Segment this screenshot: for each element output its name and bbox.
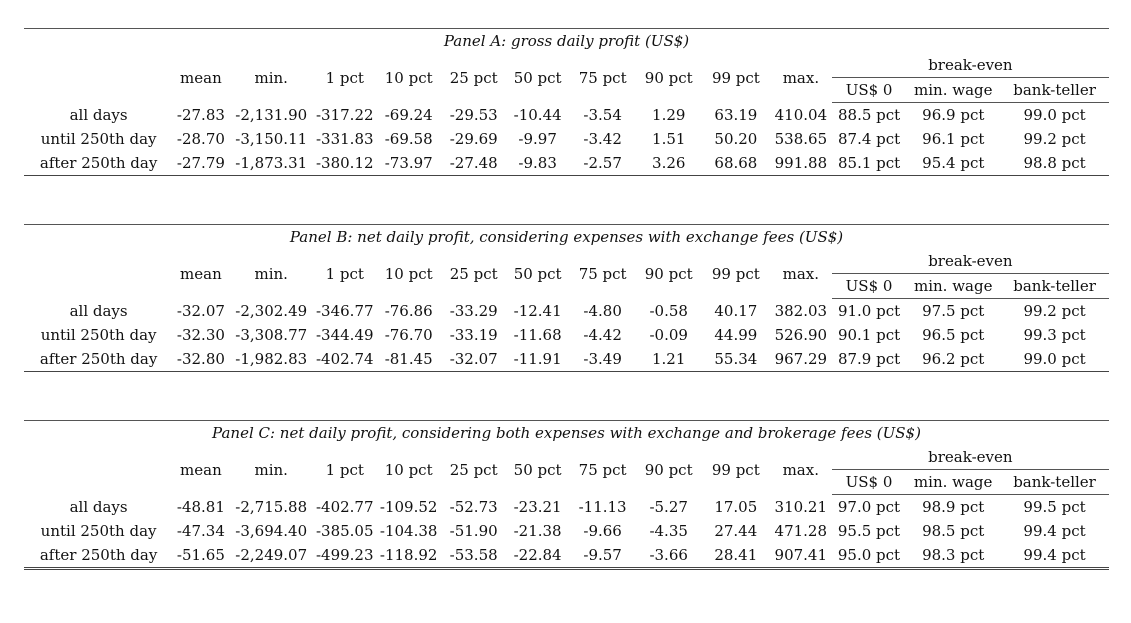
table-cell: 99.5 pct bbox=[1023, 498, 1086, 516]
table-cell: 63.19 bbox=[714, 105, 758, 124]
table-cell: 96.2 pct bbox=[906, 347, 1000, 372]
column-header: 50 pct bbox=[513, 460, 562, 479]
table-cell: 95.4 pct bbox=[906, 151, 1000, 176]
table-cell: -76.86 bbox=[384, 301, 433, 320]
panel-gap bbox=[24, 372, 1109, 420]
table-cell: 90.1 pct bbox=[837, 326, 901, 344]
table-cell: -51.65 bbox=[173, 543, 228, 569]
table-cell: 1.21 bbox=[636, 347, 702, 372]
table-cell: -69.24 bbox=[384, 105, 433, 124]
table-cell: 99.0 pct bbox=[1023, 106, 1086, 124]
table-cell: -69.58 bbox=[384, 130, 433, 148]
panel-title: Panel B: net daily profit, considering expenses with exchange fees (US$) bbox=[24, 225, 1109, 250]
table-cell: 99.4 pct bbox=[1000, 543, 1109, 569]
table-cell: -2,302.49 bbox=[235, 301, 308, 320]
panel-title-row bbox=[24, 29, 1109, 54]
table-cell: 87.4 pct bbox=[837, 130, 901, 148]
column-header: max. bbox=[782, 264, 820, 283]
stats-table bbox=[24, 224, 1109, 372]
table-cell: -12.41 bbox=[513, 301, 562, 320]
table-cell: -3.42 bbox=[583, 130, 622, 148]
column-header: 1 pct bbox=[325, 460, 364, 479]
table-cell: -346.77 bbox=[315, 301, 374, 320]
table-cell: -48.81 bbox=[176, 497, 225, 516]
table-cell: 96.1 pct bbox=[922, 130, 985, 148]
table-cell: -0.58 bbox=[649, 301, 688, 320]
table-cell: -3,308.77 bbox=[235, 326, 308, 344]
table-cell: 1.29 bbox=[652, 105, 686, 124]
table-row bbox=[24, 299, 1109, 324]
breakeven-subheader: bank-teller bbox=[1000, 274, 1109, 299]
table-cell: -3,694.40 bbox=[235, 522, 308, 540]
table-cell: -76.70 bbox=[384, 326, 433, 344]
table-cell: -23.21 bbox=[513, 497, 562, 516]
table-row bbox=[24, 347, 1109, 372]
breakeven-subheader: bank-teller bbox=[1000, 470, 1109, 495]
table-cell: 1.51 bbox=[652, 130, 686, 148]
column-header: 99 pct bbox=[711, 68, 760, 87]
table-cell: 55.34 bbox=[702, 347, 770, 372]
column-header: min. bbox=[254, 68, 288, 87]
table-cell: 98.9 pct bbox=[922, 498, 985, 516]
table-cell: -22.84 bbox=[506, 543, 570, 569]
table-cell: 97.0 pct bbox=[837, 498, 901, 516]
table-cell: -32.80 bbox=[173, 347, 228, 372]
table-cell: 526.90 bbox=[774, 326, 828, 344]
panel-b bbox=[24, 224, 1109, 372]
table-row bbox=[24, 519, 1109, 543]
table-cell: -2.57 bbox=[570, 151, 636, 176]
table-row bbox=[24, 151, 1109, 176]
column-header: 50 pct bbox=[513, 264, 562, 283]
table-cell: -402.77 bbox=[315, 497, 374, 516]
table-cell: 3.26 bbox=[636, 151, 702, 176]
table-cell: -52.73 bbox=[449, 497, 498, 516]
stats-table bbox=[24, 420, 1109, 570]
table-cell: -4.42 bbox=[583, 326, 622, 344]
panel-title-row bbox=[24, 225, 1109, 250]
table-cell: -3,150.11 bbox=[235, 130, 308, 148]
breakeven-subheader: US$ 0 bbox=[832, 274, 907, 299]
table-cell: 87.9 pct bbox=[832, 347, 907, 372]
header-row bbox=[24, 249, 1109, 274]
column-header: 10 pct bbox=[384, 68, 433, 87]
column-header: 1 pct bbox=[325, 264, 364, 283]
breakeven-subheader: US$ 0 bbox=[832, 470, 907, 495]
column-header: min. bbox=[254, 460, 288, 479]
row-label: all days bbox=[69, 301, 128, 320]
table-cell: -47.34 bbox=[176, 522, 225, 540]
table-cell: -29.69 bbox=[449, 130, 498, 148]
table-cell: 85.1 pct bbox=[832, 151, 907, 176]
table-row bbox=[24, 103, 1109, 128]
table-cell: -344.49 bbox=[315, 326, 374, 344]
table-cell: 98.8 pct bbox=[1000, 151, 1109, 176]
breakeven-subheader: bank-teller bbox=[1000, 78, 1109, 103]
table-row bbox=[24, 323, 1109, 347]
table-cell: 97.5 pct bbox=[922, 302, 985, 320]
table-cell: 17.05 bbox=[714, 497, 758, 516]
table-cell: -1,982.83 bbox=[229, 347, 314, 372]
table-cell: -3.66 bbox=[636, 543, 702, 569]
table-cell: 68.68 bbox=[702, 151, 770, 176]
table-cell: -51.90 bbox=[449, 522, 498, 540]
table-cell: 99.0 pct bbox=[1000, 347, 1109, 372]
panel-title-row bbox=[24, 421, 1109, 446]
table-cell: 99.2 pct bbox=[1023, 302, 1086, 320]
column-header: 90 pct bbox=[644, 68, 693, 87]
column-header: 90 pct bbox=[644, 460, 693, 479]
breakeven-subheader: min. wage bbox=[906, 274, 1000, 299]
table-cell: 967.29 bbox=[770, 347, 832, 372]
table-cell: 95.0 pct bbox=[832, 543, 907, 569]
column-header: 75 pct bbox=[578, 68, 627, 87]
table-cell: -1,873.31 bbox=[229, 151, 314, 176]
row-label: after 250th day bbox=[24, 151, 173, 176]
table-cell: -27.48 bbox=[442, 151, 506, 176]
table-cell: 471.28 bbox=[774, 522, 828, 540]
table-cell: 410.04 bbox=[774, 105, 828, 124]
breakeven-header: break-even bbox=[832, 445, 1109, 470]
table-cell: -11.68 bbox=[513, 326, 562, 344]
table-cell: 96.9 pct bbox=[922, 106, 985, 124]
table-row bbox=[24, 543, 1109, 569]
table-cell: -9.66 bbox=[583, 522, 622, 540]
header-row bbox=[24, 53, 1109, 78]
table-cell: 91.0 pct bbox=[837, 302, 901, 320]
table-cell: -9.83 bbox=[506, 151, 570, 176]
column-header: min. bbox=[254, 264, 288, 283]
table-row bbox=[24, 127, 1109, 151]
table-cell: -380.12 bbox=[314, 151, 376, 176]
table-cell: -118.92 bbox=[376, 543, 442, 569]
table-cell: -11.91 bbox=[506, 347, 570, 372]
table-cell: 382.03 bbox=[774, 301, 828, 320]
header-row bbox=[24, 445, 1109, 470]
table-cell: 907.41 bbox=[770, 543, 832, 569]
column-header: 75 pct bbox=[578, 460, 627, 479]
table-cell: 40.17 bbox=[714, 301, 758, 320]
row-label: until 250th day bbox=[40, 522, 157, 540]
stats-table bbox=[24, 28, 1109, 176]
breakeven-subheader: US$ 0 bbox=[832, 78, 907, 103]
row-label: until 250th day bbox=[40, 130, 157, 148]
breakeven-header: break-even bbox=[832, 249, 1109, 274]
table-cell: -385.05 bbox=[315, 522, 374, 540]
column-header: 25 pct bbox=[449, 264, 498, 283]
column-header: 99 pct bbox=[711, 264, 760, 283]
table-cell: 27.44 bbox=[714, 522, 758, 540]
table-cell: 538.65 bbox=[774, 130, 828, 148]
table-cell: -2,715.88 bbox=[235, 497, 308, 516]
table-cell: -32.30 bbox=[176, 326, 225, 344]
table-cell: 98.3 pct bbox=[906, 543, 1000, 569]
table-cell: -27.79 bbox=[173, 151, 228, 176]
column-header: mean bbox=[180, 68, 222, 87]
table-cell: -27.83 bbox=[176, 105, 225, 124]
table-cell: 310.21 bbox=[774, 497, 828, 516]
table-cell: -3.54 bbox=[583, 105, 622, 124]
column-header: 50 pct bbox=[513, 68, 562, 87]
row-label: after 250th day bbox=[24, 543, 173, 569]
table-cell: -402.74 bbox=[314, 347, 376, 372]
table-row bbox=[24, 495, 1109, 520]
row-label-header bbox=[24, 53, 173, 103]
table-cell: -499.23 bbox=[314, 543, 376, 569]
table-cell: -4.80 bbox=[583, 301, 622, 320]
row-label: until 250th day bbox=[40, 326, 157, 344]
table-cell: 88.5 pct bbox=[837, 106, 901, 124]
panel-a bbox=[24, 28, 1109, 176]
table-cell: 99.4 pct bbox=[1023, 522, 1086, 540]
column-header: max. bbox=[782, 68, 820, 87]
column-header: 10 pct bbox=[384, 460, 433, 479]
table-cell: -2,131.90 bbox=[235, 105, 308, 124]
table-cell: 44.99 bbox=[714, 326, 758, 344]
results-tables bbox=[24, 28, 1109, 570]
table-cell: -81.45 bbox=[376, 347, 442, 372]
table-cell: -73.97 bbox=[376, 151, 442, 176]
table-cell: -0.09 bbox=[649, 326, 688, 344]
row-label-header bbox=[24, 445, 173, 495]
table-cell: -21.38 bbox=[513, 522, 562, 540]
table-cell: -29.53 bbox=[449, 105, 498, 124]
table-cell: -32.07 bbox=[176, 301, 225, 320]
panel-gap bbox=[24, 176, 1109, 224]
breakeven-subheader: min. wage bbox=[906, 470, 1000, 495]
table-cell: -5.27 bbox=[649, 497, 688, 516]
column-header: 75 pct bbox=[578, 264, 627, 283]
table-cell: -32.07 bbox=[442, 347, 506, 372]
table-cell: 991.88 bbox=[770, 151, 832, 176]
table-cell: -317.22 bbox=[315, 105, 374, 124]
column-header: 25 pct bbox=[449, 68, 498, 87]
column-header: mean bbox=[180, 460, 222, 479]
panel-title: Panel A: gross daily profit (US$) bbox=[24, 29, 1109, 54]
table-cell: -2,249.07 bbox=[229, 543, 314, 569]
table-cell: -11.13 bbox=[578, 497, 627, 516]
column-header: mean bbox=[180, 264, 222, 283]
table-cell: 99.2 pct bbox=[1023, 130, 1086, 148]
column-header: 10 pct bbox=[384, 264, 433, 283]
table-cell: -53.58 bbox=[442, 543, 506, 569]
table-cell: 28.41 bbox=[702, 543, 770, 569]
table-cell: 95.5 pct bbox=[837, 522, 901, 540]
table-cell: 98.5 pct bbox=[922, 522, 985, 540]
table-cell: 96.5 pct bbox=[922, 326, 985, 344]
table-cell: 50.20 bbox=[714, 130, 758, 148]
row-label: all days bbox=[69, 105, 128, 124]
table-cell: -331.83 bbox=[315, 130, 374, 148]
row-label: after 250th day bbox=[24, 347, 173, 372]
table-cell: -28.70 bbox=[176, 130, 225, 148]
column-header: 90 pct bbox=[644, 264, 693, 283]
breakeven-header: break-even bbox=[832, 53, 1109, 78]
table-cell: 99.3 pct bbox=[1023, 326, 1086, 344]
column-header: max. bbox=[782, 460, 819, 479]
table-cell: -33.19 bbox=[449, 326, 498, 344]
column-header: 99 pct bbox=[711, 460, 760, 479]
panel-title: Panel C: net daily profit, considering both expenses with exchange and brokerage fees (US$) bbox=[24, 421, 1109, 446]
table-cell: -9.57 bbox=[570, 543, 636, 569]
table-cell: -104.38 bbox=[379, 522, 438, 540]
column-header: 25 pct bbox=[449, 460, 498, 479]
column-header: 1 pct bbox=[325, 68, 364, 87]
table-cell: -4.35 bbox=[649, 522, 688, 540]
table-cell: -109.52 bbox=[379, 497, 438, 516]
table-cell: -33.29 bbox=[449, 301, 498, 320]
breakeven-subheader: min. wage bbox=[906, 78, 1000, 103]
table-cell: -9.97 bbox=[518, 130, 557, 148]
row-label-header bbox=[24, 249, 173, 299]
table-cell: -10.44 bbox=[513, 105, 562, 124]
panel-c bbox=[24, 420, 1109, 570]
table-cell: -3.49 bbox=[570, 347, 636, 372]
row-label: all days bbox=[69, 497, 128, 516]
